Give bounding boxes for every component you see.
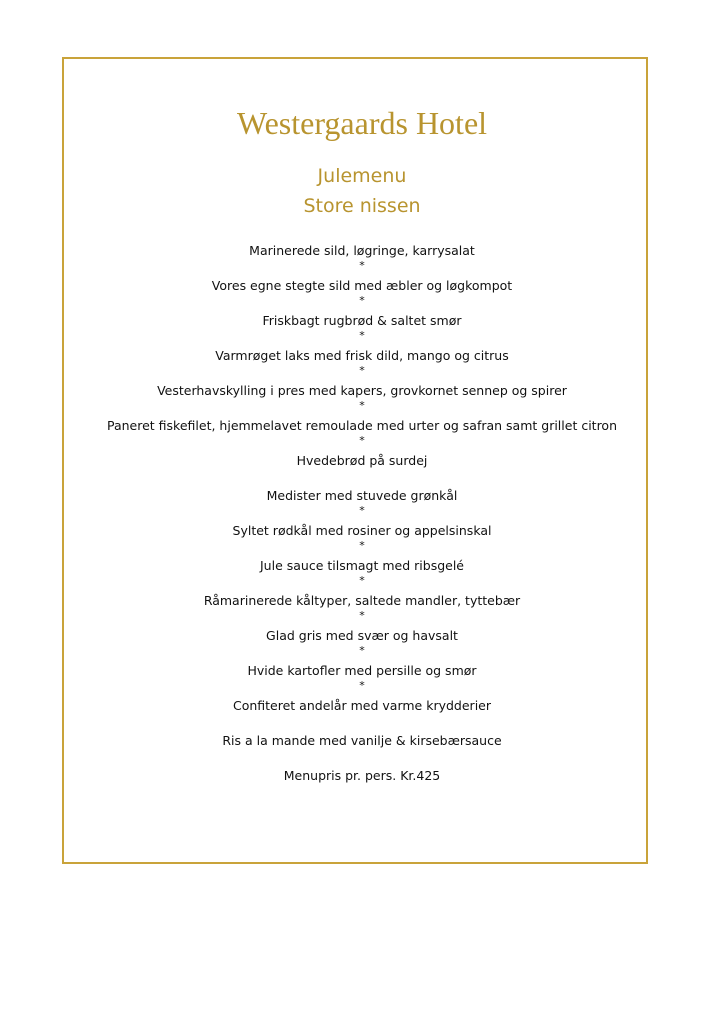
menu-item: Confiteret andelår med varme krydderier bbox=[232, 698, 491, 713]
menu-item: Varmrøget laks med frisk dild, mango og citrus bbox=[215, 348, 509, 363]
section-gap bbox=[0, 751, 724, 765]
menu-item: Syltet rødkål med rosiner og appelsinskal bbox=[232, 523, 492, 538]
menu-subtitle: Store nissen bbox=[303, 195, 421, 217]
menu-price: Menupris pr. pers. Kr.425 bbox=[283, 768, 441, 783]
section-gap bbox=[0, 471, 724, 485]
menu-item: Paneret fiskefilet, hjemmelavet remoulade med urter og safran samt grillet citron bbox=[106, 418, 618, 433]
menu-separator: * bbox=[359, 329, 365, 342]
menu-item: Hvedebrød på surdej bbox=[296, 453, 428, 468]
dessert-item: Ris a la mande med vanilje & kirsebærsauce bbox=[222, 733, 502, 748]
hotel-name: Westergaards Hotel bbox=[236, 105, 488, 141]
section-gap bbox=[0, 716, 724, 730]
menu-item: Marinerede sild, løgringe, karrysalat bbox=[249, 243, 475, 258]
menu-separator: * bbox=[359, 259, 365, 272]
menu-item: Råmarinerede kåltyper, saltede mandler, tyttebær bbox=[203, 593, 521, 608]
menu-separator: * bbox=[359, 294, 365, 307]
menu-separator: * bbox=[359, 504, 365, 517]
menu-separator: * bbox=[359, 679, 365, 692]
menu-separator: * bbox=[359, 364, 365, 377]
menu-item: Vores egne stegte sild med æbler og løgkompot bbox=[211, 278, 513, 293]
menu-separator: * bbox=[359, 434, 365, 447]
menu-separator: * bbox=[359, 644, 365, 657]
menu-separator: * bbox=[359, 399, 365, 412]
menu-separator: * bbox=[359, 539, 365, 552]
menu-item: Vesterhavskylling i pres med kapers, grovkornet sennep og spirer bbox=[157, 383, 567, 398]
menu-separator: * bbox=[359, 609, 365, 622]
menu-title: Julemenu bbox=[317, 165, 407, 187]
menu-item: Jule sauce tilsmagt med ribsgelé bbox=[259, 558, 464, 573]
menu-item: Medister med stuvede grønkål bbox=[266, 488, 458, 503]
menu-list bbox=[0, 240, 724, 786]
menu-item: Hvide kartofler med persille og smør bbox=[247, 663, 477, 678]
menu-item: Friskbagt rugbrød & saltet smør bbox=[262, 313, 462, 328]
menu-separator: * bbox=[359, 574, 365, 587]
menu-item: Glad gris med svær og havsalt bbox=[266, 628, 458, 643]
